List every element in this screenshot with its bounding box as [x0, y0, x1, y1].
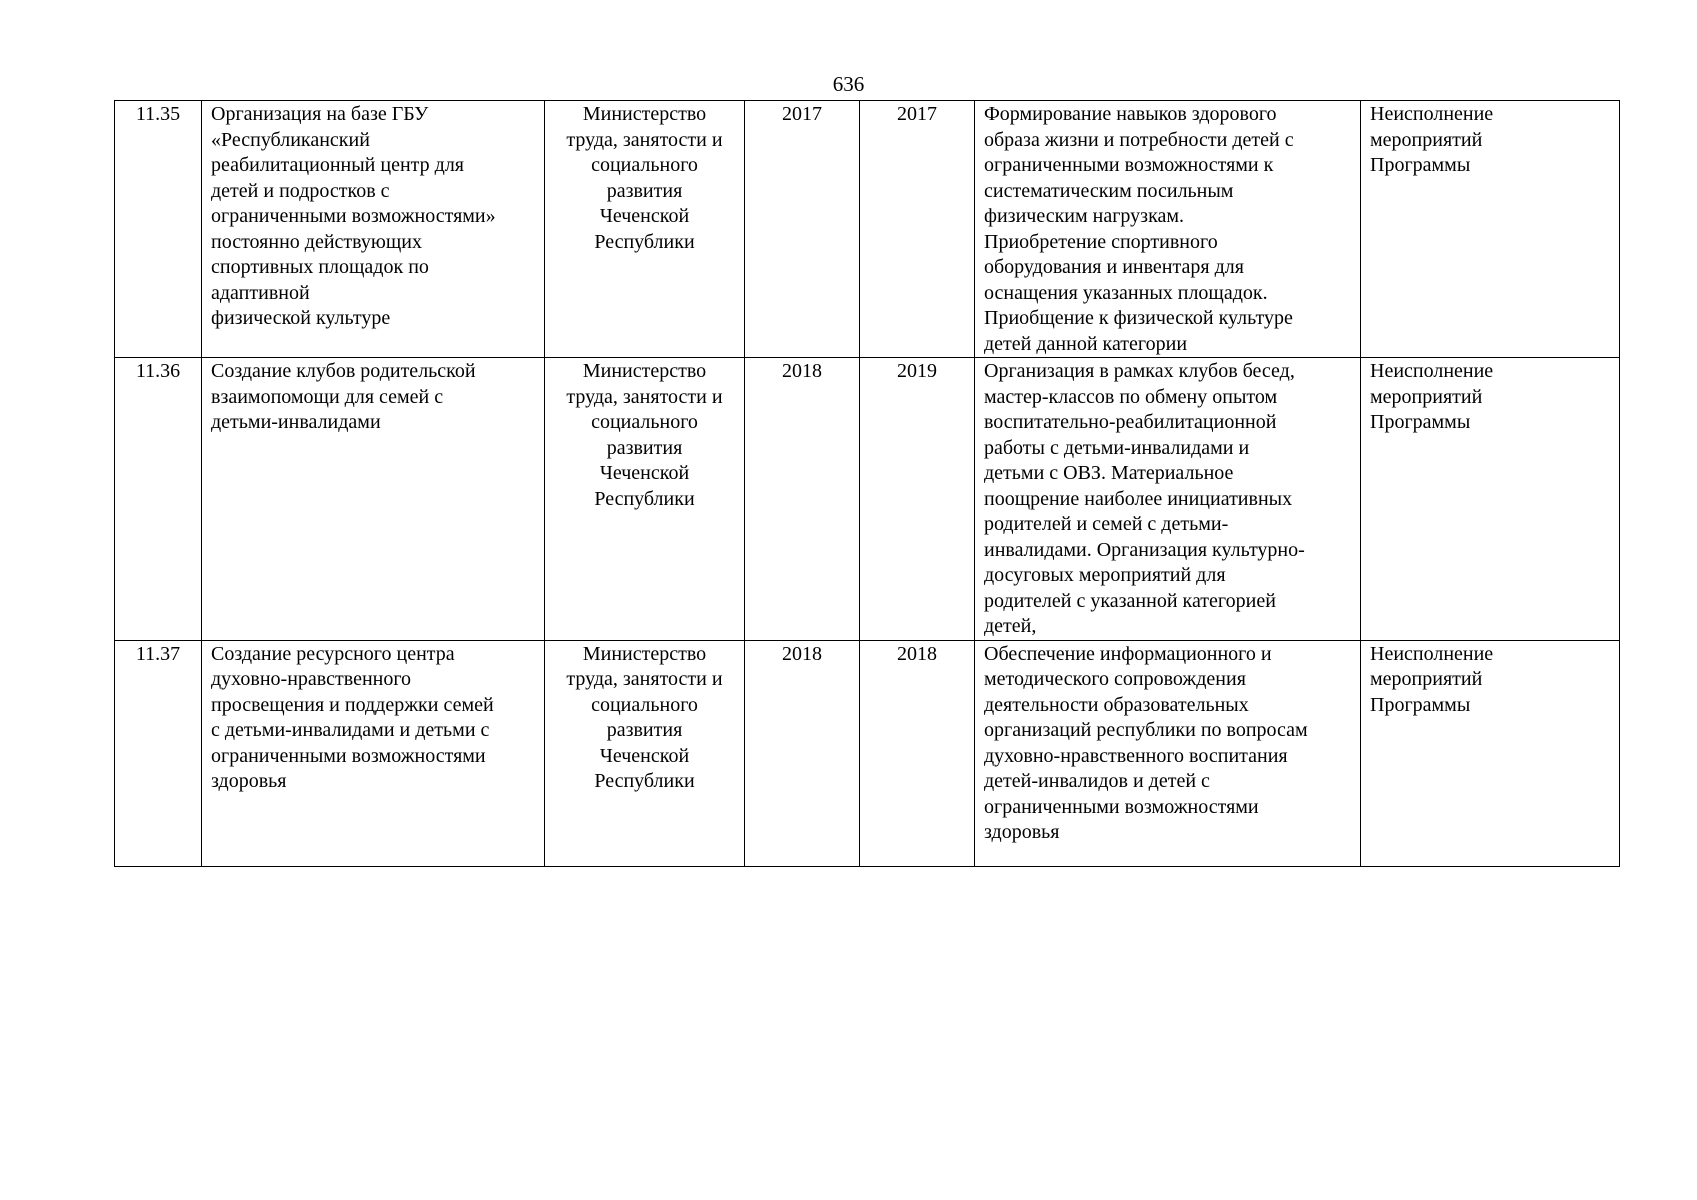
- expected-result-cell: Формирование навыков здорового образа жизни и потребности детей с ограниченными возможностями к систематическим посильным физическим нагрузкам. Приобретение спортивного оборудования и инвентаря для оснащения указанных площадок. Приобщение к физической культуре детей данной категории: [975, 101, 1361, 358]
- executor-cell: Министерство труда, занятости и социального развития Чеченской Республики: [545, 358, 745, 641]
- executor-cell: Министерство труда, занятости и социального развития Чеченской Республики: [545, 640, 745, 866]
- page-number: 636: [832, 72, 865, 96]
- consequence-cell: Неисполнение мероприятий Программы: [1361, 358, 1620, 641]
- item-number-cell: 11.36: [115, 358, 202, 641]
- start-year-cell: 2017: [745, 101, 860, 358]
- consequence-cell: Неисполнение мероприятий Программы: [1361, 101, 1620, 358]
- table-row: [115, 358, 1620, 641]
- event-name-cell: Организация на базе ГБУ «Республиканский реабилитационный центр для детей и подростков с ограниченными возможностями» постоянно действующих спортивных площадок по адаптивной физической культуре: [202, 101, 545, 358]
- executor-cell: Министерство труда, занятости и социального развития Чеченской Республики: [545, 101, 745, 358]
- start-year-cell: 2018: [745, 640, 860, 866]
- table-row: [115, 101, 1620, 358]
- expected-result-cell: Организация в рамках клубов бесед, мастер-классов по обмену опытом воспитательно-реабилитационной работы с детьми-инвалидами и детьми с ОВЗ. Материальное поощрение наиболее инициативных родителей и семей с детьми- инвалидами. Организация культурно- досуговых мероприятий для родителей с указанной категорией детей,: [975, 358, 1361, 641]
- consequence-cell: Неисполнение мероприятий Программы: [1361, 640, 1620, 866]
- table-row: [115, 640, 1620, 866]
- end-year-cell: 2017: [860, 101, 975, 358]
- event-name-cell: Создание клубов родительской взаимопомощи для семей с детьми-инвалидами: [202, 358, 545, 641]
- end-year-cell: 2019: [860, 358, 975, 641]
- start-year-cell: 2018: [745, 358, 860, 641]
- item-number-cell: 11.37: [115, 640, 202, 866]
- end-year-cell: 2018: [860, 640, 975, 866]
- event-name-cell: Создание ресурсного центра духовно-нравственного просвещения и поддержки семей с детьми-инвалидами и детьми с ограниченными возможностями здоровья: [202, 640, 545, 866]
- item-number-cell: 11.35: [115, 101, 202, 358]
- program-events-table: [114, 100, 1620, 867]
- expected-result-cell: Обеспечение информационного и методического сопровождения деятельности образовательных организаций республики по вопросам духовно-нравственного воспитания детей-инвалидов и детей с ограниченными возможностями здоровья: [975, 640, 1361, 866]
